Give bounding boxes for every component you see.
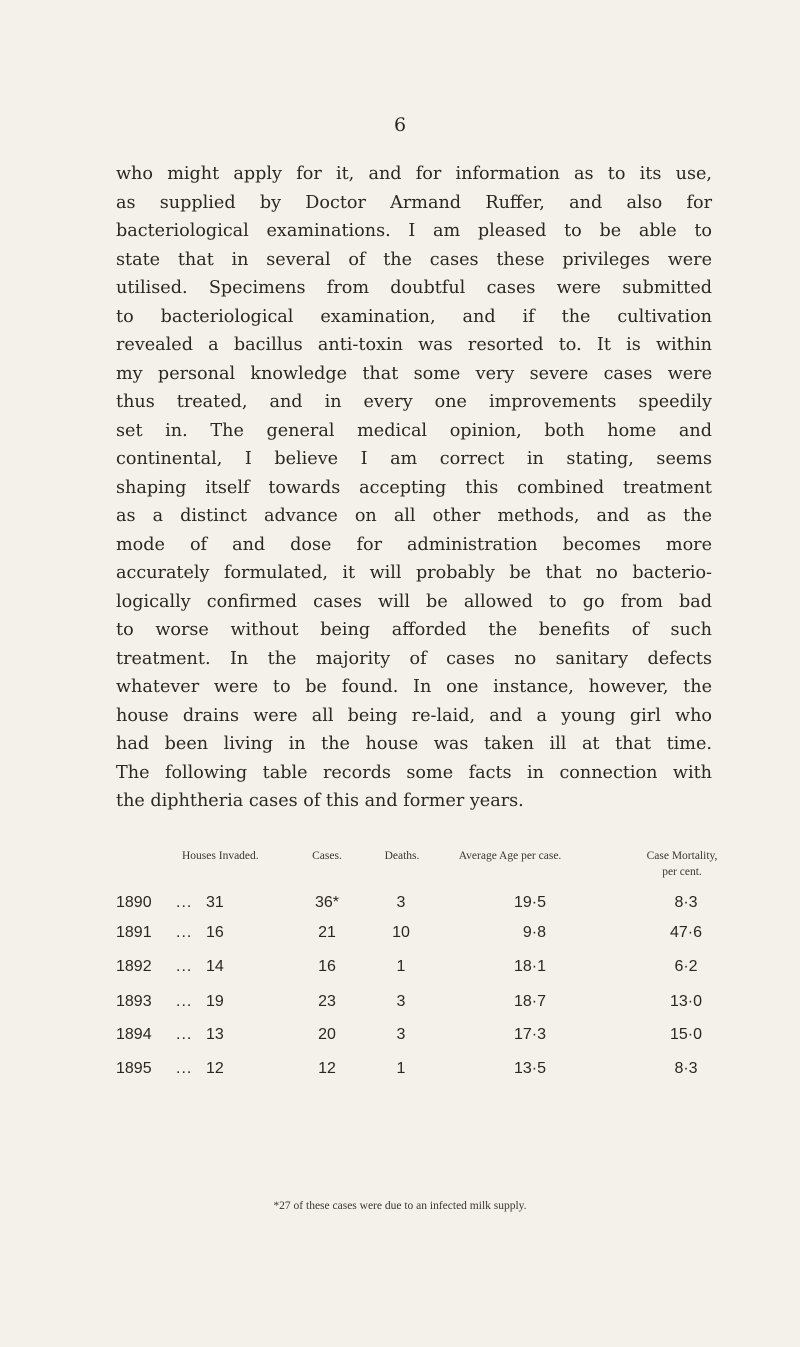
cell-leader-dots: ...: [176, 924, 193, 941]
paragraph-line: set in. The general medical opinion, both home and: [116, 420, 712, 441]
cell-average-age: 19·5: [513, 894, 546, 911]
cell-year: 1891: [116, 924, 152, 941]
cell-mortality: 6·2: [674, 958, 698, 975]
cell-average-age: 17·3: [513, 1026, 546, 1043]
cell-year: 1890: [116, 894, 152, 911]
body-paragraph: [116, 160, 712, 816]
cell-year: 1894: [116, 1026, 152, 1043]
cell-cases: 21: [318, 924, 336, 941]
cell-houses: 31: [206, 894, 224, 911]
header-average-age: Average Age per case.: [458, 850, 562, 862]
cell-average-age: 9·8: [522, 924, 546, 941]
paragraph-line: my personal knowledge that some very severe cases were: [116, 363, 712, 384]
paragraph-line: whatever were to be found. In one instance, however, the: [116, 677, 712, 697]
cell-cases: 23: [318, 993, 336, 1010]
paragraph-line: state that in several of the cases these privileges were: [116, 249, 712, 270]
cell-average-age: 18·1: [513, 958, 546, 975]
paragraph-line: logically confirmed cases will be allowed to go from bad: [116, 591, 712, 612]
cell-houses: 19: [206, 993, 224, 1010]
cell-leader-dots: ...: [176, 993, 193, 1010]
table-row: [116, 955, 716, 979]
cell-leader-dots: ...: [176, 894, 193, 911]
paragraph-line: to worse without being afforded the benefits of such: [116, 620, 712, 640]
paragraph-line: the diphtheria cases of this and former years.: [116, 791, 524, 811]
cell-deaths: 10: [392, 924, 410, 941]
paragraph-line: thus treated, and in every one improvements speedily: [116, 392, 712, 412]
cell-deaths: 3: [396, 993, 406, 1010]
paragraph-line: revealed a bacillus anti-toxin was resorted to. It is within: [116, 335, 712, 355]
paragraph-line: had been living in the house was taken ill at that time.: [116, 734, 712, 754]
cell-deaths: 3: [396, 1026, 406, 1043]
cell-houses: 12: [206, 1060, 224, 1077]
paragraph-line: treatment. In the majority of cases no sanitary defects: [116, 648, 712, 669]
cell-deaths: 3: [396, 894, 406, 911]
cell-mortality: 15·0: [669, 1026, 703, 1043]
cell-deaths: 1: [396, 1060, 406, 1077]
table-row: [116, 1057, 716, 1081]
cell-average-age: 13·5: [513, 1060, 546, 1077]
cell-mortality: 8·3: [674, 894, 698, 911]
cell-houses: 16: [206, 924, 224, 941]
header-houses-invaded: Houses Invaded.: [182, 850, 259, 862]
cell-year: 1893: [116, 993, 152, 1010]
paragraph-line: shaping itself towards accepting this combined treatment: [116, 477, 712, 498]
paragraph-line: utilised. Specimens from doubtful cases were submitted: [116, 278, 712, 298]
paragraph-line: as a distinct advance on all other methods, and as the: [116, 506, 712, 526]
header-cases: Cases.: [312, 850, 342, 862]
page-number: 6: [393, 114, 407, 136]
paragraph-line: as supplied by Doctor Armand Ruffer, and also for: [116, 192, 712, 213]
table-row: [116, 1023, 716, 1047]
cell-mortality: 8·3: [674, 1060, 698, 1077]
header-deaths: Deaths.: [384, 850, 420, 862]
paragraph-line: continental, I believe I am correct in stating, seems: [116, 449, 712, 469]
cell-cases: 36*: [314, 894, 340, 911]
table-footnote: *27 of these cases were due to an infected milk supply.: [273, 1200, 527, 1212]
paragraph-line: house drains were all being re-laid, and a young girl who: [116, 705, 712, 726]
table-row: [116, 891, 716, 915]
paragraph-line: accurately formulated, it will probably be that no bacterio-: [116, 563, 712, 583]
cell-year: 1892: [116, 958, 152, 975]
paragraph-line: who might apply for it, and for information as to its use,: [116, 164, 712, 184]
paragraph-line: to bacteriological examination, and if the cultivation: [116, 306, 712, 327]
paragraph-line: mode of and dose for administration becomes more: [116, 534, 712, 555]
cell-cases: 16: [318, 958, 336, 975]
cell-cases: 12: [318, 1060, 336, 1077]
header-case-mortality: Case Mortality,: [646, 850, 718, 862]
table-row: [116, 990, 716, 1014]
cell-leader-dots: ...: [176, 1060, 193, 1077]
table-row: [116, 921, 716, 945]
cell-average-age: 18·7: [513, 993, 546, 1010]
cell-houses: 13: [206, 1026, 224, 1043]
cell-mortality: 13·0: [669, 993, 703, 1010]
paragraph-line: The following table records some facts in connection with: [116, 762, 712, 783]
cell-houses: 14: [206, 958, 224, 975]
diphtheria-table: [116, 848, 716, 1108]
cell-mortality: 47·6: [669, 924, 703, 941]
paragraph-line: bacteriological examinations. I am pleased to be able to: [116, 221, 712, 241]
cell-leader-dots: ...: [176, 1026, 193, 1043]
cell-leader-dots: ...: [176, 958, 193, 975]
header-per-cent: per cent.: [662, 866, 702, 878]
cell-deaths: 1: [396, 958, 406, 975]
cell-cases: 20: [318, 1026, 336, 1043]
cell-year: 1895: [116, 1060, 152, 1077]
